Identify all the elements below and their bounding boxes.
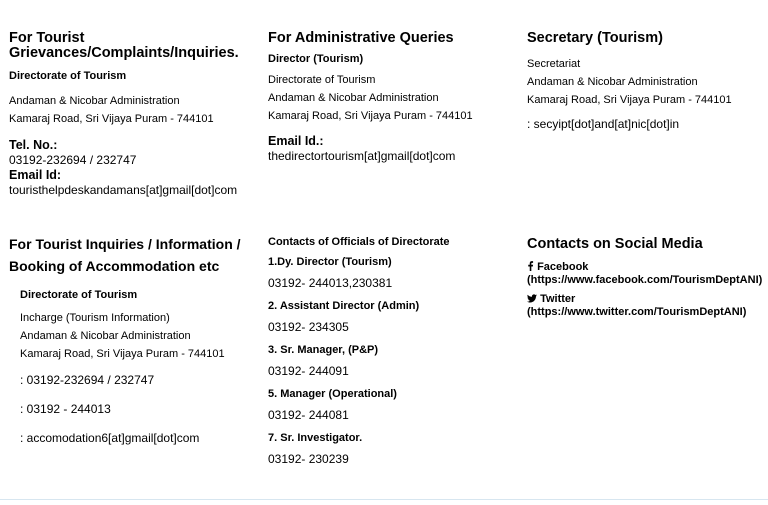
officials-title: Contacts of Officials of Directorate bbox=[268, 236, 450, 248]
secretary-address-3: Kamaraj Road, Sri Vijaya Puram - 744101 bbox=[527, 94, 732, 106]
booking-address-1: Incharge (Tourism Information) bbox=[20, 312, 170, 324]
admin-address-2: Andaman & Nicobar Administration bbox=[268, 92, 439, 104]
facebook-url: (https://www.facebook.com/TourismDeptANI) bbox=[527, 274, 763, 286]
grievances-address-1: Andaman & Nicobar Administration bbox=[9, 95, 180, 107]
booking-title-line2: Booking of Accommodation etc bbox=[9, 258, 220, 274]
grievances-email-value: touristhelpdeskandamans[at]gmail[dot]com bbox=[9, 183, 238, 197]
secretary-address-2: Andaman & Nicobar Administration bbox=[527, 76, 698, 88]
booking-title-line1: For Tourist Inquiries / Information / bbox=[9, 236, 241, 252]
twitter-icon bbox=[527, 294, 537, 303]
official-role: 5. Manager (Operational) bbox=[268, 388, 397, 400]
official-phone: 03192- 244081 bbox=[268, 408, 349, 422]
grievances-title-line1: For Tourist bbox=[9, 30, 85, 46]
grievances-email-label: Email Id: bbox=[9, 168, 62, 182]
grievances-address-2: Kamaraj Road, Sri Vijaya Puram - 744101 bbox=[9, 113, 214, 125]
secretary-address-1: Secretariat bbox=[527, 58, 581, 70]
admin-section bbox=[268, 31, 518, 164]
official-role: 7. Sr. Investigator. bbox=[268, 432, 363, 444]
official-role: 3. Sr. Manager, (P&P) bbox=[268, 344, 379, 356]
secretary-email: : secyipt[dot]and[at]nic[dot]in bbox=[527, 117, 680, 131]
twitter-url: (https://www.twitter.com/TourismDeptANI) bbox=[527, 306, 747, 318]
admin-address-3: Kamaraj Road, Sri Vijaya Puram - 744101 bbox=[268, 110, 473, 122]
official-phone: 03192- 230239 bbox=[268, 452, 349, 466]
official-phone: 03192- 244091 bbox=[268, 364, 349, 378]
twitter-link[interactable] bbox=[527, 293, 767, 319]
admin-email-label: Email Id.: bbox=[268, 134, 324, 148]
official-role: 2. Assistant Director (Admin) bbox=[268, 300, 420, 312]
social-section bbox=[527, 237, 767, 319]
grievances-subtitle: Directorate of Tourism bbox=[9, 70, 127, 82]
booking-address-2: Andaman & Nicobar Administration bbox=[20, 330, 191, 342]
admin-subtitle: Director (Tourism) bbox=[268, 53, 364, 65]
social-title: Contacts on Social Media bbox=[527, 236, 703, 252]
officials-list bbox=[268, 256, 518, 467]
officials-section bbox=[268, 236, 518, 467]
booking-address-3: Kamaraj Road, Sri Vijaya Puram - 744101 bbox=[20, 348, 225, 360]
booking-phone-1: : 03192-232694 / 232747 bbox=[20, 373, 155, 387]
bottom-divider bbox=[0, 499, 768, 500]
booking-section bbox=[9, 233, 259, 446]
admin-title: For Administrative Queries bbox=[268, 30, 454, 46]
official-role: 1.Dy. Director (Tourism) bbox=[268, 256, 392, 268]
facebook-label: Facebook bbox=[537, 261, 589, 273]
grievances-section bbox=[9, 31, 259, 198]
twitter-label: Twitter bbox=[540, 293, 576, 305]
booking-email: : accomodation6[at]gmail[dot]com bbox=[20, 431, 200, 445]
booking-subtitle: Directorate of Tourism bbox=[20, 289, 138, 301]
secretary-title: Secretary (Tourism) bbox=[527, 30, 663, 46]
facebook-link[interactable] bbox=[527, 261, 767, 287]
admin-email-value: thedirectortourism[at]gmail[dot]com bbox=[268, 149, 456, 163]
booking-phone-2: : 03192 - 244013 bbox=[20, 402, 111, 416]
admin-address-1: Directorate of Tourism bbox=[268, 74, 376, 86]
grievances-title-line2: Grievances/Complaints/Inquiries. bbox=[9, 45, 239, 61]
grievances-tel-value: 03192-232694 / 232747 bbox=[9, 153, 137, 167]
official-phone: 03192- 234305 bbox=[268, 320, 349, 334]
grievances-tel-label: Tel. No.: bbox=[9, 138, 58, 152]
facebook-icon bbox=[527, 261, 534, 271]
official-phone: 03192- 244013,230381 bbox=[268, 276, 393, 290]
secretary-section bbox=[527, 31, 762, 132]
